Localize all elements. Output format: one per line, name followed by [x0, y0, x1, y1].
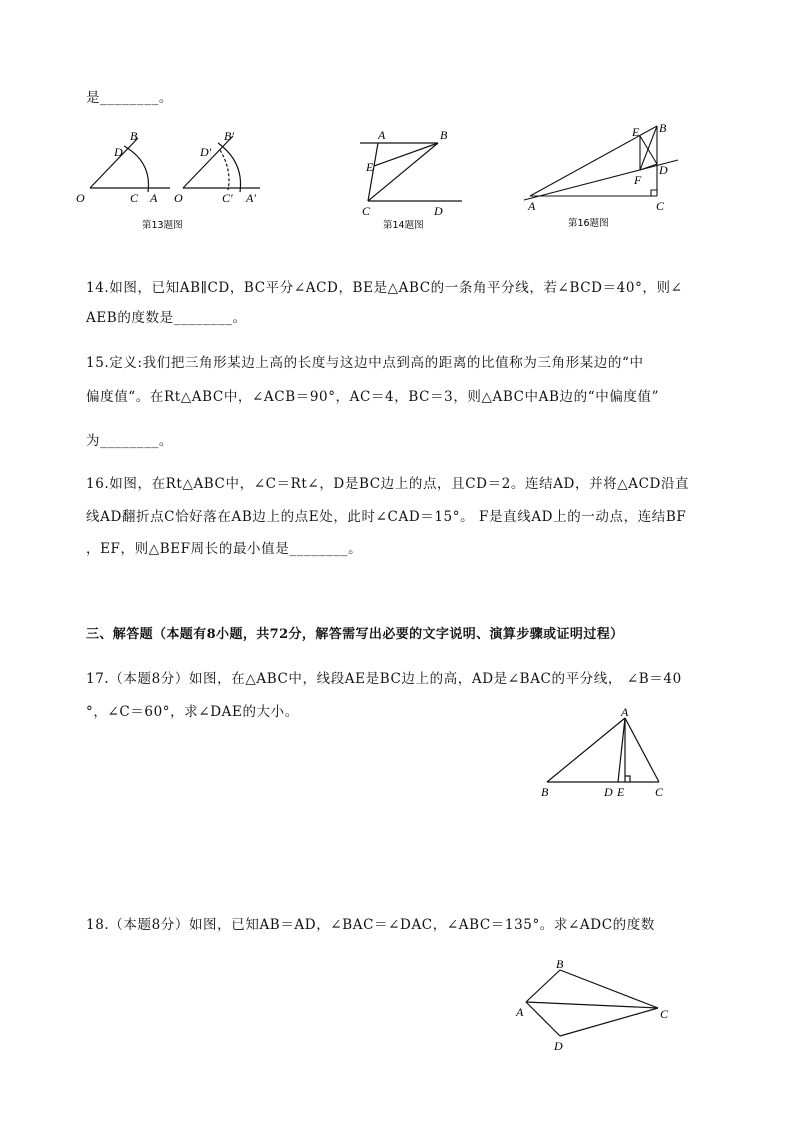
label-C: C: [362, 204, 371, 218]
label-D-prime: D′: [200, 145, 212, 159]
label-F: F: [634, 173, 642, 187]
label-D: D: [604, 785, 613, 799]
label-B: B: [659, 121, 667, 135]
q16-line2: 线AD翻折点C恰好落在AB边上的点E处，此时∠CAD＝15°。 F是直线AD上的一动点，连结BF: [86, 509, 687, 525]
label-E: E: [632, 125, 640, 139]
label-B: B: [541, 785, 549, 799]
q16-line3: ，EF，则△BEF周长的最小值是________。: [86, 541, 363, 557]
q15-line1: 15.定义:我们把三角形某边上高的长度与这边中点到高的距离的比值称为三角形某边的“中: [86, 355, 644, 371]
figure-17: [535, 704, 675, 804]
q14-line1: 14.如图，已知AB∥CD，BC平分∠ACD，BE是△ABC的一条角平分线，若∠BCD＝40°，则∠: [86, 280, 683, 296]
q18-line1: 18.（本题8分）如图，已知AB＝AD，∠BAC＝∠DAC，∠ABC＝135°。求∠ADC的度数: [86, 917, 655, 933]
label-D: D: [114, 145, 123, 159]
label-C: C: [660, 1007, 669, 1021]
label-O2: O: [174, 191, 183, 205]
label-O: O: [76, 191, 85, 205]
section-3-heading: 三、解答题（本题有8小题，共72分，解答需写出必要的文字说明、演算步骤或证明过程）: [86, 627, 624, 642]
label-A: A: [378, 128, 386, 142]
label-A: A: [150, 191, 158, 205]
figure-18: [512, 956, 677, 1056]
label-D: D: [659, 163, 668, 177]
label-A-prime: A′: [246, 191, 256, 205]
figure-13-caption: 第13题图: [142, 220, 183, 231]
label-B: B: [556, 957, 564, 971]
q15-line3: 为________。: [86, 433, 173, 449]
q13-answer-line: 是________。: [86, 90, 173, 106]
label-B-prime: B′: [224, 129, 234, 143]
label-B: B: [440, 128, 448, 142]
figure-14: [350, 125, 480, 235]
label-E: E: [366, 160, 374, 174]
label-E: E: [617, 785, 625, 799]
q14-line2: AEB的度数是________。: [86, 310, 247, 326]
figure-14-caption: 第14题图: [383, 220, 424, 231]
q17-line2: °，∠C＝60°，求∠DAE的大小。: [86, 704, 299, 720]
label-D: D: [434, 204, 443, 218]
q15-line2: 偏度值“。在Rt△ABC中，∠ACB＝90°，AC＝4，BC＝3，则△ABC中AB边的“中偏度值”: [86, 389, 660, 405]
q17-line1: 17.（本题8分）如图，在△ABC中，线段AE是BC边上的高，AD是∠BAC的平分线， ∠B＝40: [86, 671, 682, 687]
label-A: A: [528, 199, 536, 213]
label-B: B: [130, 129, 138, 143]
label-C: C: [655, 785, 664, 799]
label-C: C: [130, 191, 139, 205]
figure-16: [520, 120, 690, 235]
figure-13: [70, 122, 280, 232]
label-A: A: [621, 705, 629, 719]
label-C: C: [656, 199, 665, 213]
label-A: A: [516, 1005, 524, 1019]
figure-16-caption: 第16题图: [568, 218, 609, 229]
q16-line1: 16.如图，在Rt△ABC中，∠C＝Rt∠，D是BC边上的点，且CD＝2。连结AD，并将△ACD沿直: [86, 476, 690, 492]
label-D: D: [554, 1039, 563, 1053]
label-C-prime: C′: [222, 191, 233, 205]
